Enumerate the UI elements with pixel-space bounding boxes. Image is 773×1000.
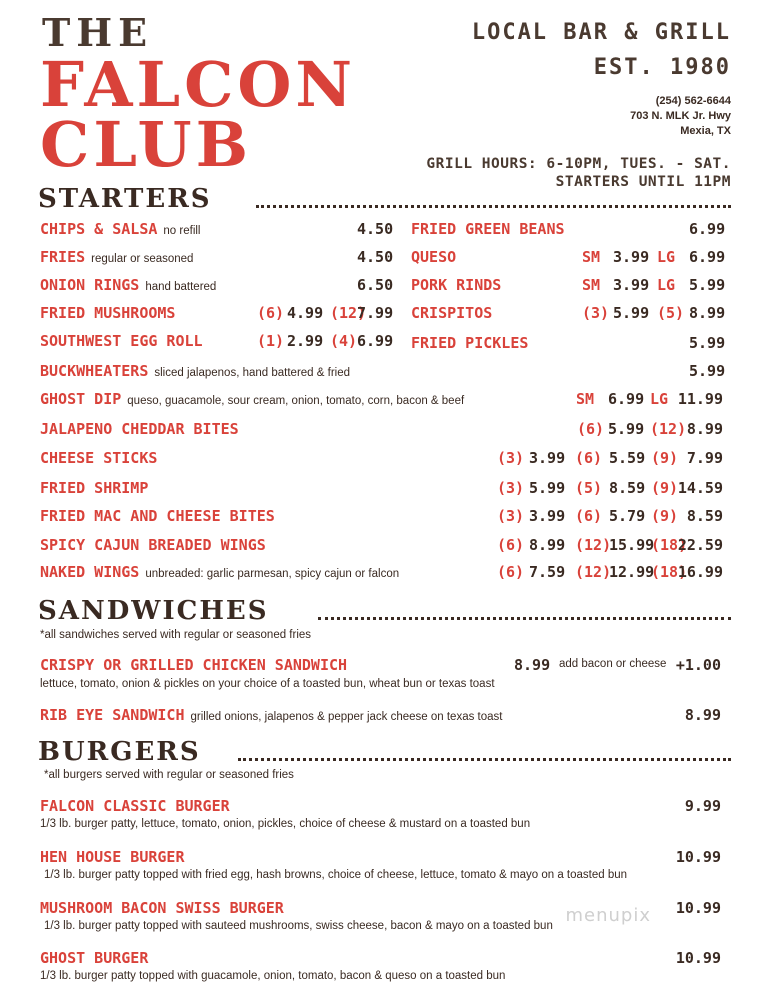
menu-item-price: 10.99	[675, 848, 721, 866]
menu-item-description: lettuce, tomato, onion & pickles on your choice of a toasted bun, wheat bun or texas toast	[40, 678, 495, 690]
menu-item-name	[40, 220, 200, 238]
size-label: SM	[582, 248, 601, 266]
menu-item-price: 4.50	[357, 248, 394, 266]
size-label: SM	[576, 390, 595, 408]
menu-item-title: NAKED WINGS	[40, 563, 140, 581]
menu-item-name	[40, 563, 399, 581]
menu-item-name	[40, 390, 464, 408]
size-label: (12)	[330, 304, 367, 322]
section-title-sandwiches: SANDWICHES	[38, 596, 269, 626]
burgers-note: *all burgers served with regular or seasoned fries	[44, 769, 294, 781]
size-price: 8.99	[529, 536, 566, 554]
menu-item-description: queso, guacamole, sour cream, onion, tomato, corn, bacon & beef	[127, 395, 465, 407]
menu-item-description: grilled onions, jalapenos & pepper jack cheese on texas toast	[190, 711, 503, 723]
size-price: 7.59	[529, 563, 566, 581]
size-price: 6.99	[608, 390, 645, 408]
size-label: (5)	[657, 304, 685, 322]
menu-item-description: regular or seasoned	[91, 253, 194, 265]
menu-item-name	[40, 276, 216, 294]
size-price: 3.99	[529, 507, 566, 525]
size-label: (6)	[497, 563, 525, 581]
size-price: 11.99	[677, 390, 723, 408]
menu-item-name	[40, 362, 350, 380]
menu-item-name: CRISPY OR GRILLED CHICKEN SANDWICH	[40, 656, 348, 674]
menu-item-title: FRIED MAC AND CHEESE BITES	[40, 507, 275, 525]
logo-the: THE	[42, 10, 154, 55]
size-price: 4.99	[287, 304, 324, 322]
sandwiches-note: *all sandwiches served with regular or seasoned fries	[40, 629, 312, 641]
menu-item-description: 1/3 lb. burger patty topped with guacamole, onion, tomato, bacon & queso on a toasted bun	[40, 970, 506, 982]
size-label: (9)	[651, 449, 679, 467]
menu-item-title: SPICY CAJUN BREADED WINGS	[40, 536, 266, 554]
menu-item-description: no refill	[163, 225, 201, 237]
size-price: 8.99	[689, 304, 726, 322]
section-divider	[318, 617, 731, 620]
menu-item-title: FRIED SHRIMP	[40, 479, 149, 497]
established: EST. 1980	[593, 55, 731, 80]
size-label: (6)	[497, 536, 525, 554]
menu-item-name: FRIED GREEN BEANS	[411, 220, 565, 238]
menu-item-description: sliced jalapenos, hand battered & fried	[154, 367, 351, 379]
menu-item-name: GHOST BURGER	[40, 949, 149, 967]
menu-item-description: 1/3 lb. burger patty, lettuce, tomato, onion, pickles, choice of cheese & mustard on a toasted bun	[40, 818, 531, 830]
size-label: (18)	[651, 536, 688, 554]
phone: (254) 562-6644	[655, 95, 731, 107]
size-label: (6)	[575, 507, 603, 525]
hours-line-2: STARTERS UNTIL 11PM	[555, 174, 731, 190]
menu-item-name: PORK RINDS	[411, 276, 502, 294]
watermark: menupix	[565, 905, 651, 926]
menu-item-title: RIB EYE SANDWICH	[40, 706, 185, 724]
size-label: (6)	[577, 420, 605, 438]
addon-price: +1.00	[675, 656, 721, 674]
menu-item-name	[40, 479, 148, 497]
section-divider	[238, 758, 731, 761]
menu-item-title: CHIPS & SALSA	[40, 220, 158, 238]
size-price: 5.99	[613, 304, 650, 322]
size-label: (3)	[497, 479, 525, 497]
addon-label: add bacon or cheese	[559, 658, 667, 670]
size-label: (6)	[257, 304, 285, 322]
size-price: 2.99	[287, 332, 324, 350]
menu-item-price: 5.99	[689, 334, 726, 352]
menu-item-price: 9.99	[684, 797, 721, 815]
size-label: (12)	[575, 563, 612, 581]
address-city: Mexia, TX	[680, 125, 731, 137]
menu-item-title: FRIED MUSHROOMS	[40, 304, 176, 322]
menu-item-description: hand battered	[145, 281, 217, 293]
menu-item-price: 10.99	[675, 949, 721, 967]
size-price: 5.99	[529, 479, 566, 497]
menu-item-name: MUSHROOM BACON SWISS BURGER	[40, 899, 284, 917]
size-label: (18)	[651, 563, 688, 581]
menu-item-price: 5.99	[689, 362, 726, 380]
size-label: (12)	[575, 536, 612, 554]
menu-item-title: FRIES	[40, 248, 86, 266]
size-price: 7.99	[686, 449, 723, 467]
tagline: LOCAL BAR & GRILL	[471, 20, 731, 45]
size-price: 3.99	[613, 248, 650, 266]
size-price: 16.99	[677, 563, 723, 581]
menu-item-name	[40, 507, 275, 525]
menu-item-price: 4.50	[357, 220, 394, 238]
section-title-burgers: BURGERS	[38, 737, 201, 767]
menu-item-name	[40, 536, 266, 554]
menu-item-price: 6.50	[357, 276, 394, 294]
size-label: (5)	[575, 479, 603, 497]
menu-item-title: JALAPENO CHEDDAR BITES	[40, 420, 239, 438]
menu-item-name: HEN HOUSE BURGER	[40, 848, 185, 866]
menu-item-name: QUESO	[411, 248, 457, 266]
size-label: (6)	[575, 449, 603, 467]
size-label: (9)	[651, 479, 679, 497]
size-label: (1)	[257, 332, 285, 350]
menu-item-price: 10.99	[675, 899, 721, 917]
menu-item-title: SOUTHWEST EGG ROLL	[40, 332, 203, 350]
size-label: LG	[657, 276, 676, 294]
size-price: 7.99	[357, 304, 394, 322]
size-price: 22.59	[677, 536, 723, 554]
size-label: (3)	[582, 304, 610, 322]
size-label: SM	[582, 276, 601, 294]
size-label: LG	[657, 248, 676, 266]
menu-item-description: 1/3 lb. burger patty topped with sauteed mushrooms, swiss cheese, bacon & mayo on a toasted bun	[44, 920, 553, 932]
menu-item-title: GHOST DIP	[40, 390, 122, 408]
size-label: (3)	[497, 449, 525, 467]
size-price: 6.99	[357, 332, 394, 350]
size-price: 5.99	[608, 420, 645, 438]
size-label: (3)	[497, 507, 525, 525]
size-price: 6.99	[689, 248, 726, 266]
logo-club: CLUB	[40, 108, 253, 181]
menu-item-name: FALCON CLASSIC BURGER	[40, 797, 230, 815]
size-price: 5.79	[609, 507, 646, 525]
menu-item-name	[40, 420, 239, 438]
menu-item-name: CRISPITOS	[411, 304, 493, 322]
menu-item-title: BUCKWHEATERS	[40, 362, 149, 380]
size-price: 12.99	[609, 563, 655, 581]
size-label: (9)	[651, 507, 679, 525]
size-label: LG	[650, 390, 669, 408]
hours-line-1: GRILL HOURS: 6-10PM, TUES. - SAT.	[426, 156, 731, 172]
size-price: 14.59	[677, 479, 723, 497]
size-price: 5.59	[609, 449, 646, 467]
size-price: 5.99	[689, 276, 726, 294]
size-price: 8.59	[686, 507, 723, 525]
grill-hours	[426, 155, 731, 191]
menu-item-name	[40, 304, 175, 322]
size-price: 8.59	[609, 479, 646, 497]
menu-item-description: 1/3 lb. burger patty topped with fried egg, hash browns, choice of cheese, lettuce, tomato & mayo on a toasted bun	[44, 869, 628, 881]
menu-item-price: 6.99	[689, 220, 726, 238]
contact-block	[630, 94, 731, 139]
address-street: 703 N. MLK Jr. Hwy	[630, 110, 731, 122]
size-price: 3.99	[529, 449, 566, 467]
menu-item-title: ONION RINGS	[40, 276, 140, 294]
size-price: 3.99	[613, 276, 650, 294]
size-price: 8.99	[686, 420, 723, 438]
logo-falcon: FALCON	[40, 48, 357, 121]
menu-item-name	[40, 248, 193, 266]
size-label: (4)	[330, 332, 358, 350]
menu-item-description: unbreaded: garlic parmesan, spicy cajun or falcon	[145, 568, 400, 580]
menu-item-price: 8.99	[514, 656, 551, 674]
size-label: (12)	[650, 420, 687, 438]
menu-item-title: CHEESE STICKS	[40, 449, 158, 467]
menu-item-price: 8.99	[684, 706, 721, 724]
menu-item-name	[40, 332, 203, 350]
section-divider	[256, 205, 731, 208]
menu-item-name	[40, 706, 502, 724]
section-title-starters: STARTERS	[38, 184, 212, 214]
menu-item-name: FRIED PICKLES	[411, 334, 529, 352]
size-price: 15.99	[609, 536, 655, 554]
menu-item-name	[40, 449, 157, 467]
